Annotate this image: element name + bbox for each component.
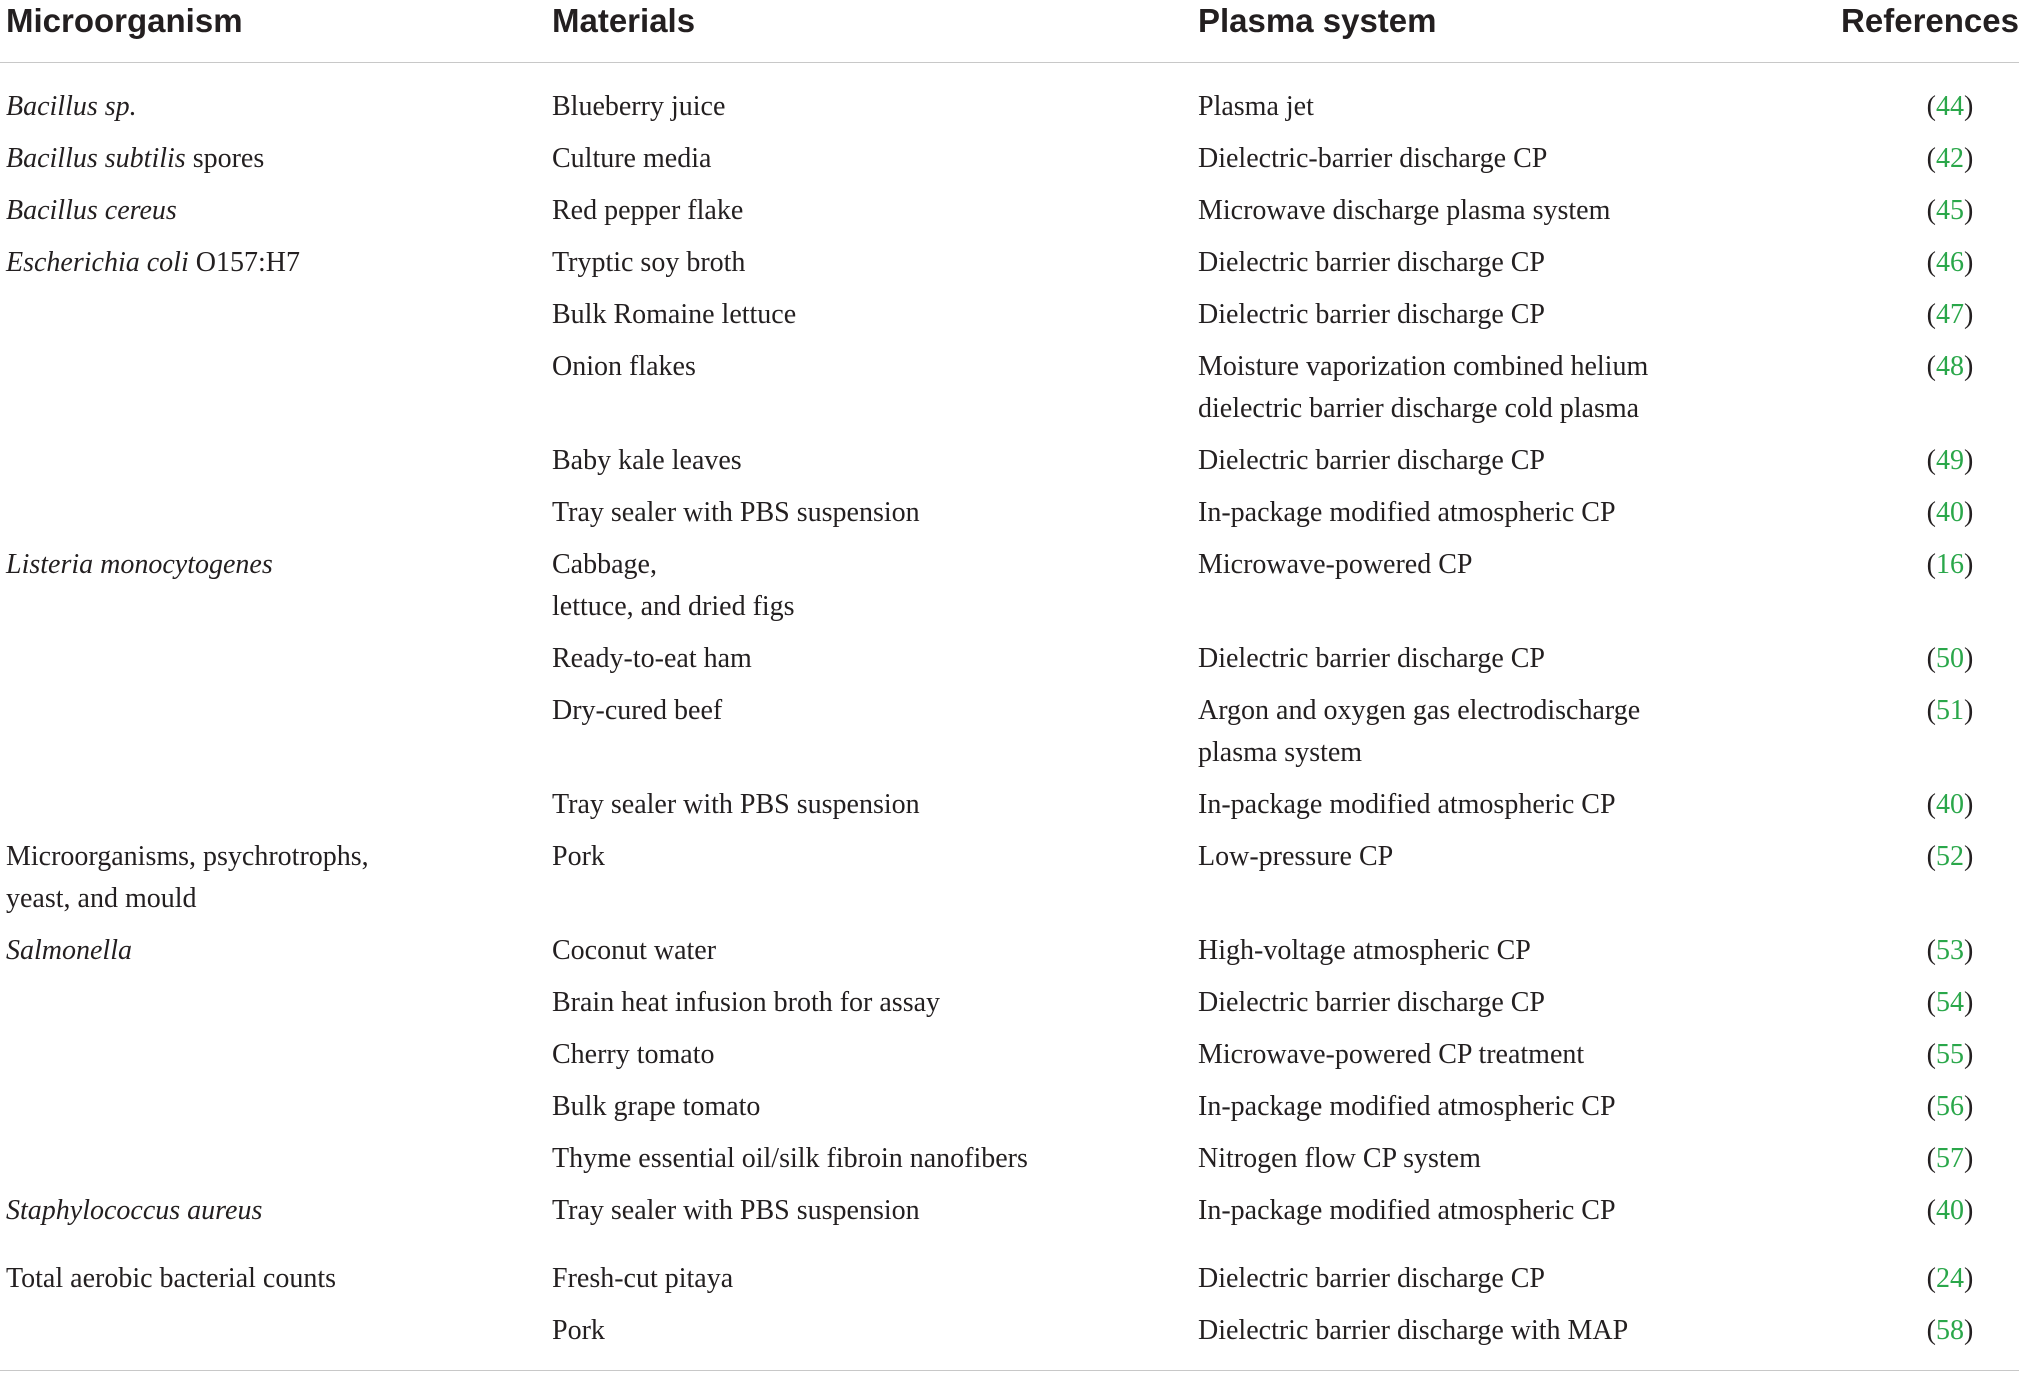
reference-link[interactable]: 57 xyxy=(1936,1143,1964,1174)
materials-text: Cabbage, xyxy=(552,549,657,580)
materials-cell xyxy=(552,1258,1172,1300)
reference-cell: (46) xyxy=(1926,247,1974,278)
materials-text: Bulk grape tomato xyxy=(552,1091,761,1122)
plasma-system-cell xyxy=(1198,346,1758,430)
materials-cell xyxy=(552,1086,1172,1128)
reference-link[interactable]: 42 xyxy=(1936,143,1964,174)
reference-link[interactable]: 54 xyxy=(1936,987,1964,1018)
microorganism-name: Bacillus subtilis xyxy=(6,143,186,174)
reference-link[interactable]: 50 xyxy=(1936,643,1964,674)
materials-cell xyxy=(552,1190,1172,1232)
materials-text: Pork xyxy=(552,1315,605,1346)
microorganism-text xyxy=(6,1190,526,1232)
plasma-system-cell xyxy=(1198,982,1758,1024)
microorganism-text xyxy=(6,138,526,180)
reference-link[interactable]: 40 xyxy=(1936,789,1964,820)
materials-cell xyxy=(552,440,1172,482)
materials-cell xyxy=(552,346,1172,388)
microorganism-text xyxy=(6,86,526,128)
microorganism-cell xyxy=(6,544,526,586)
reference-cell: (53) xyxy=(1926,935,1974,966)
microorganism-text xyxy=(6,544,526,586)
microorganism-cell xyxy=(6,1258,526,1300)
plasma-system-cell xyxy=(1198,1138,1758,1180)
materials-text: Fresh-cut pitaya xyxy=(552,1263,734,1294)
plasma-system-cell xyxy=(1198,1190,1758,1232)
plasma-system-cell xyxy=(1198,86,1758,128)
materials-text: Dry-cured beef xyxy=(552,695,723,726)
reference-cell: (40) xyxy=(1926,1195,1974,1226)
reference-link[interactable]: 45 xyxy=(1936,195,1964,226)
header-materials: Materials xyxy=(552,2,696,39)
plasma-system-text: Dielectric barrier discharge CP xyxy=(1198,987,1546,1018)
materials-text: Red pepper flake xyxy=(552,195,744,226)
plasma-system-text: Dielectric barrier discharge CP xyxy=(1198,1263,1546,1294)
reference-link[interactable]: 47 xyxy=(1936,299,1964,330)
materials-cell xyxy=(552,1310,1172,1352)
materials-cell xyxy=(552,1138,1172,1180)
plasma-system-cell xyxy=(1198,1258,1758,1300)
plasma-system-cell xyxy=(1198,294,1758,336)
plasma-system-text: In-package modified atmospheric CP xyxy=(1198,1091,1616,1122)
materials-cell xyxy=(552,294,1172,336)
plasma-system-text: Plasma jet xyxy=(1198,91,1314,122)
plasma-system-text: Dielectric barrier discharge CP xyxy=(1198,299,1546,330)
plasma-system-text: Microwave discharge plasma system xyxy=(1198,195,1611,226)
reference-cell: (40) xyxy=(1926,789,1974,820)
materials-text: Thyme essential oil/silk fibroin nanofibers xyxy=(552,1143,1028,1174)
plasma-system-text: Microwave-powered CP treatment xyxy=(1198,1039,1585,1070)
reference-link[interactable]: 48 xyxy=(1936,351,1964,382)
reference-cell: (40) xyxy=(1926,497,1974,528)
materials-cell xyxy=(552,982,1172,1024)
plasma-system-cell xyxy=(1198,638,1758,680)
reference-cell: (55) xyxy=(1926,1039,1974,1070)
microorganism-cell xyxy=(6,190,526,232)
materials-cell xyxy=(552,836,1172,878)
plasma-system-text: Moisture vaporization combined helium xyxy=(1198,351,1649,382)
materials-cell xyxy=(552,930,1172,972)
reference-cell: (51) xyxy=(1926,695,1974,726)
plasma-system-cell xyxy=(1198,492,1758,534)
materials-text: Coconut water xyxy=(552,935,717,966)
microorganism-text xyxy=(6,190,526,232)
microorganism-name: Salmonella xyxy=(6,935,132,966)
materials-cell xyxy=(552,86,1172,128)
reference-link[interactable]: 49 xyxy=(1936,445,1964,476)
microorganism-cell xyxy=(6,138,526,180)
materials-text: lettuce, and dried figs xyxy=(552,591,795,622)
reference-cell: (52) xyxy=(1926,841,1974,872)
materials-cell xyxy=(552,492,1172,534)
materials-cell xyxy=(552,784,1172,826)
plasma-system-text: Dielectric-barrier discharge CP xyxy=(1198,143,1548,174)
plasma-system-text: In-package modified atmospheric CP xyxy=(1198,789,1616,820)
materials-text: Tray sealer with PBS suspension xyxy=(552,497,920,528)
materials-text: Ready-to-eat ham xyxy=(552,643,752,674)
reference-link[interactable]: 16 xyxy=(1936,549,1964,580)
materials-cell xyxy=(552,544,1172,628)
plasma-system-text: In-package modified atmospheric CP xyxy=(1198,1195,1616,1226)
microorganism-name: Staphylococcus aureus xyxy=(6,1195,263,1226)
reference-link[interactable]: 56 xyxy=(1936,1091,1964,1122)
plasma-system-cell xyxy=(1198,784,1758,826)
microorganism-text: yeast, and mould xyxy=(6,883,197,914)
materials-text: Pork xyxy=(552,841,605,872)
materials-text: Onion flakes xyxy=(552,351,696,382)
materials-cell xyxy=(552,190,1172,232)
microorganism-cell xyxy=(6,930,526,972)
microorganism-suffix: spores xyxy=(185,143,265,174)
plasma-system-cell xyxy=(1198,1034,1758,1076)
reference-cell: (44) xyxy=(1926,91,1974,122)
reference-link[interactable]: 58 xyxy=(1936,1315,1964,1346)
materials-text: Brain heat infusion broth for assay xyxy=(552,987,941,1018)
plasma-system-text: High-voltage atmospheric CP xyxy=(1198,935,1531,966)
materials-text: Blueberry juice xyxy=(552,91,726,122)
microorganism-name: Bacillus cereus xyxy=(6,195,177,226)
microorganism-name: Listeria monocytogenes xyxy=(6,549,273,580)
microorganism-cell xyxy=(6,242,526,284)
plasma-system-text: Dielectric barrier discharge CP xyxy=(1198,643,1546,674)
bottom-rule xyxy=(0,1370,2019,1371)
plasma-system-cell xyxy=(1198,440,1758,482)
microorganism-cell xyxy=(6,86,526,128)
plasma-system-cell xyxy=(1198,836,1758,878)
plasma-system-text: Microwave-powered CP xyxy=(1198,549,1473,580)
microorganism-cell xyxy=(6,836,526,920)
reference-cell: (47) xyxy=(1926,299,1974,330)
microorganism-text xyxy=(6,242,526,284)
plasma-system-text: plasma system xyxy=(1198,737,1363,768)
reference-cell: (50) xyxy=(1926,643,1974,674)
reference-cell: (54) xyxy=(1926,987,1974,1018)
reference-cell: (48) xyxy=(1926,351,1974,382)
microorganism-name: Bacillus sp. xyxy=(6,91,137,122)
plasma-system-cell xyxy=(1198,190,1758,232)
materials-text: Bulk Romaine lettuce xyxy=(552,299,797,330)
materials-text: Baby kale leaves xyxy=(552,445,742,476)
microorganism-suffix: Total aerobic bacterial counts xyxy=(6,1263,336,1294)
plasma-system-text: In-package modified atmospheric CP xyxy=(1198,497,1616,528)
header-plasma-system: Plasma system xyxy=(1198,2,1437,39)
plasma-system-cell xyxy=(1198,690,1758,774)
reference-cell: (24) xyxy=(1926,1263,1974,1294)
microorganism-text xyxy=(6,1258,526,1300)
materials-cell xyxy=(552,138,1172,180)
reference-link[interactable]: 46 xyxy=(1936,247,1964,278)
reference-cell: (58) xyxy=(1926,1315,1974,1346)
microorganism-text: Microorganisms, psychrotrophs, xyxy=(6,841,369,872)
plasma-system-text: Nitrogen flow CP system xyxy=(1198,1143,1481,1174)
reference-link[interactable]: 53 xyxy=(1936,935,1964,966)
plasma-system-cell xyxy=(1198,242,1758,284)
reference-link[interactable]: 40 xyxy=(1936,497,1964,528)
plasma-system-text: Dielectric barrier discharge CP xyxy=(1198,445,1546,476)
microorganism-name: Escherichia coli xyxy=(6,247,189,278)
header-references: References xyxy=(1841,2,2019,39)
plasma-system-text: Dielectric barrier discharge with MAP xyxy=(1198,1315,1629,1346)
microorganism-text xyxy=(6,930,526,972)
plasma-system-cell xyxy=(1198,544,1758,586)
materials-text: Tray sealer with PBS suspension xyxy=(552,789,920,820)
materials-text: Tryptic soy broth xyxy=(552,247,746,278)
plasma-system-text: Dielectric barrier discharge CP xyxy=(1198,247,1546,278)
reference-cell: (42) xyxy=(1926,143,1974,174)
reference-cell: (45) xyxy=(1926,195,1974,226)
materials-cell xyxy=(552,690,1172,732)
microorganism-cell xyxy=(6,1190,526,1232)
reference-link[interactable]: 24 xyxy=(1936,1263,1964,1294)
materials-text: Culture media xyxy=(552,143,712,174)
plasma-system-cell xyxy=(1198,930,1758,972)
table-header xyxy=(0,0,2019,63)
reference-link[interactable]: 40 xyxy=(1936,1195,1964,1226)
reference-link[interactable]: 55 xyxy=(1936,1039,1964,1070)
reference-cell: (49) xyxy=(1926,445,1974,476)
plasma-system-cell xyxy=(1198,1310,1758,1352)
plasma-system-text: dielectric barrier discharge cold plasma xyxy=(1198,393,1640,424)
reference-link[interactable]: 51 xyxy=(1936,695,1964,726)
reference-cell: (16) xyxy=(1926,549,1974,580)
plasma-system-text: Low-pressure CP xyxy=(1198,841,1394,872)
plasma-system-cell xyxy=(1198,138,1758,180)
reference-cell: (57) xyxy=(1926,1143,1974,1174)
materials-cell xyxy=(552,1034,1172,1076)
reference-link[interactable]: 44 xyxy=(1936,91,1964,122)
header-microorganism: Microorganism xyxy=(6,2,243,39)
materials-text: Cherry tomato xyxy=(552,1039,715,1070)
plasma-system-cell xyxy=(1198,1086,1758,1128)
plasma-system-text: Argon and oxygen gas electrodischarge xyxy=(1198,695,1641,726)
materials-cell xyxy=(552,242,1172,284)
materials-text: Tray sealer with PBS suspension xyxy=(552,1195,920,1226)
materials-cell xyxy=(552,638,1172,680)
reference-cell: (56) xyxy=(1926,1091,1974,1122)
microorganism-suffix: O157:H7 xyxy=(188,247,300,278)
reference-link[interactable]: 52 xyxy=(1936,841,1964,872)
